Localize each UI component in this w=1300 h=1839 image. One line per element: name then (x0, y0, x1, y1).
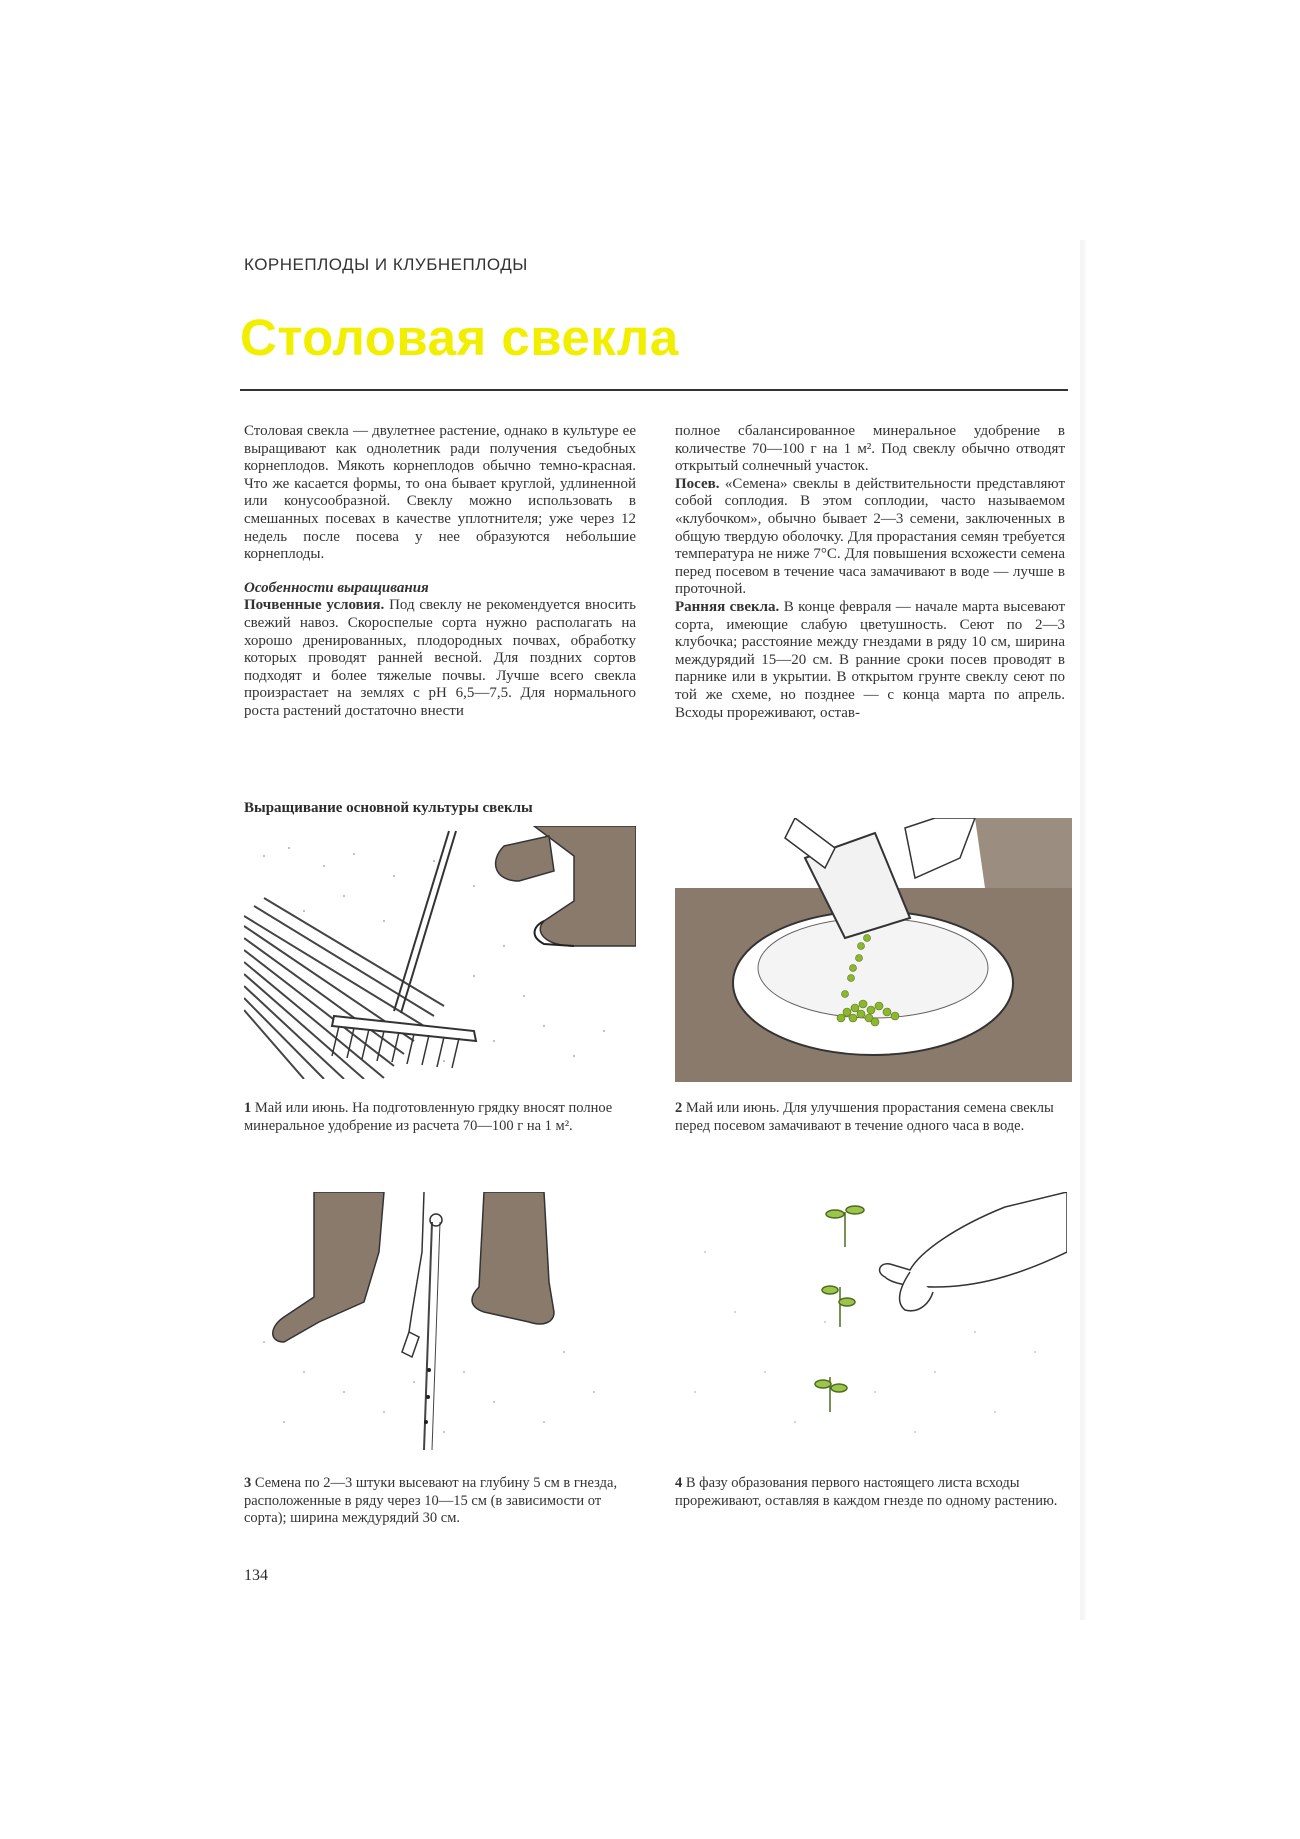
soil-text: Под свеклу не рекомендуется вносить свежий навоз. Скороспелые сорта нужно располагать на хорошо дренированных, плодородных почвах, обработку которых проводят ранней весной. Для поздних сортов подходят и более тяжелые почвы. Лучше всего свекла произрастает на землях с pH 6,5—7,5. Для нормального роста растений достаточно внести (244, 597, 637, 719)
caption-4-number: 4 (675, 1475, 683, 1491)
title-rule (240, 389, 1068, 391)
caption-3-number: 3 (244, 1475, 252, 1491)
subheading: Особенности выращивания (244, 579, 429, 596)
caption-1-text: Май или июнь. На подготовленную грядку вносят полное минеральное удобрение из расчета 70—100 г на 1 м². (244, 1100, 613, 1134)
sowing-label: Посев. (675, 475, 720, 492)
caption-1 (244, 1100, 629, 1135)
caption-4-text: В фазу образования первого настоящего листа всходы прореживают, оставляя в каждом гнезде по одному растению. (675, 1475, 1058, 1509)
early-text: В конце февраля — начале марта высевают сорта, имеющие слабую цветушность. Сеют по 2—3 клубочка; расстояние между гнездами в ряду 10 см, ширина междурядий 15—20 см. В ранние сроки посев проводят в парнике или в укрытии. В открытом грунте свеклу сеют по той же схеме, но позднее — с конца марта по апрель. Всходы прореживают, остав- (675, 598, 1066, 721)
sowing-paragraph (675, 476, 1065, 599)
sowing-text: «Семена» свеклы в действительности представляют собой соплодия. В этом соплодии, часто называемом «клубочком», обычно бывает 2—3 семени, заключенных в общую твердую оболочку. Для прорастания семян требуется температура не ниже 7°С. Для повышения всхожести семена перед посевом в течение часа замачивают в воде — лучше в проточной. (675, 475, 1065, 598)
figures-title: Выращивание основной культуры свеклы (244, 800, 533, 816)
caption-2-number: 2 (675, 1100, 683, 1116)
caption-4 (675, 1475, 1060, 1510)
caption-3 (244, 1475, 629, 1528)
illustration-2-soaking-seeds (675, 818, 1072, 1082)
early-label: Ранняя свекла. (675, 598, 780, 615)
illustration-1-raking (244, 826, 636, 1079)
illustration-3-sowing (244, 1192, 636, 1450)
page-number: 134 (244, 1567, 268, 1584)
caption-3-text: Семена по 2—3 штуки высевают на глубину 5 см в гнезда, расположенные в ряду через 10—15 см (в зависимости от сорта); ширина междурядий 30 см. (244, 1475, 618, 1526)
page-title: Столовая свекла (240, 309, 679, 366)
intro-paragraph: Столовая свекла — двулетнее растение, однако в культуре ее выращивают как однолетник ради получения съедобных корнеплодов. Мякоть корнеплодов обычно темно-красная. Что же касается формы, то она бывает круглой, удлиненной или конусообразной. Свеклу можно использовать в смешанных посевах в качестве уплотнителя; уже через 12 недель после посева у нее образуются небольшие корнеплоды. (244, 423, 636, 563)
section-label: КОРНЕПЛОДЫ И КЛУБНЕПЛОДЫ (244, 255, 528, 274)
continuation-paragraph: полное сбалансированное минеральное удобрение в количестве 70—100 г на 1 м². Под свеклу обычно отводят открытый солнечный участок. (675, 423, 1065, 475)
left-column (244, 423, 636, 721)
soil-label: Почвенные условия. (244, 597, 385, 614)
page-edge-shadow (1080, 240, 1086, 1620)
early-paragraph (675, 599, 1065, 722)
caption-2 (675, 1100, 1060, 1135)
soil-paragraph (244, 597, 636, 720)
caption-2-text: Май или июнь. Для улучшения прорастания семена свеклы перед посевом замачивают в течение одного часа в воде. (675, 1100, 1054, 1134)
right-column (675, 423, 1065, 722)
illustration-4-thinning (675, 1192, 1067, 1450)
caption-1-number: 1 (244, 1100, 252, 1116)
